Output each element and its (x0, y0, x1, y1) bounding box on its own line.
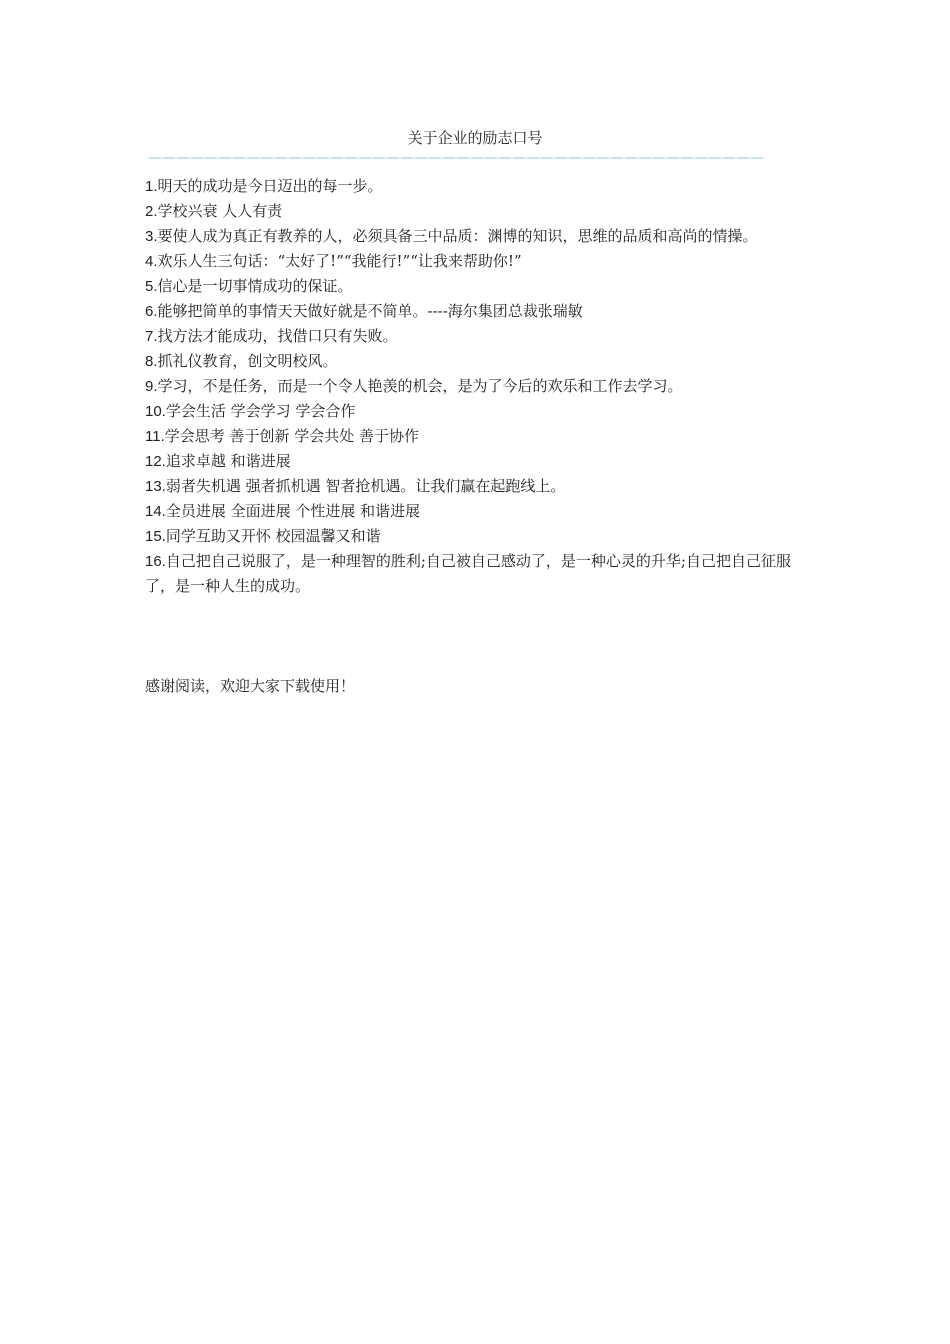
item-number: 9. (145, 378, 158, 395)
slogan-list (145, 174, 810, 599)
item-number: 7. (145, 328, 158, 345)
list-item (145, 524, 810, 549)
item-text: 抓礼仪教育，创文明校风。 (157, 352, 338, 370)
item-text: 学会思考 善于创新 学会共处 善于协作 (164, 427, 420, 445)
item-text: 全员进展 全面进展 个性进展 和谐进展 (165, 502, 421, 520)
item-number: 4. (145, 253, 158, 270)
list-item (145, 374, 810, 399)
list-item (145, 424, 810, 449)
list-item (145, 349, 810, 374)
list-item (145, 299, 810, 324)
item-text: 学习，不是任务，而是一个令人艳羡的机会，是为了今后的欢乐和工作去学习。 (157, 377, 683, 395)
item-number: 2. (145, 203, 158, 220)
item-text: 学校兴衰 人人有责 (157, 202, 283, 220)
item-number: 5. (145, 278, 158, 295)
item-text: 学会生活 学会学习 学会合作 (165, 402, 356, 420)
list-item (145, 274, 810, 299)
item-text: 信心是一切事情成功的保证。 (157, 277, 353, 295)
item-number: 3. (145, 228, 158, 245)
item-text: 找方法才能成功，找借口只有失败。 (157, 327, 398, 345)
item-number: 6. (145, 303, 158, 320)
item-text: 要使人成为真正有教养的人，必须具备三中品质：渊博的知识，思维的品质和高尚的情操。 (157, 227, 758, 245)
list-item (145, 224, 810, 249)
item-text: 明天的成功是今日迈出的每一步。 (157, 177, 383, 195)
list-item (145, 474, 810, 499)
item-number: 13. (145, 478, 166, 495)
item-text: 同学互助又开怀 校园温馨又和谐 (165, 527, 381, 545)
item-number: 16. (145, 553, 166, 570)
item-text: 能够把简单的事情天天做好就是不简单。----海尔集团总裁张瑞敏 (157, 302, 583, 320)
item-text: 自己把自己说服了，是一种理智的胜利;自己被自己感动了，是一种心灵的升华;自己把自己征服了，是一种人生的成功。 (145, 552, 791, 595)
list-item (145, 199, 810, 224)
item-number: 1. (145, 178, 158, 195)
item-number: 12. (145, 453, 166, 470)
list-item (145, 549, 810, 599)
list-item (145, 249, 810, 274)
document-title: 关于企业的励志口号 (407, 129, 543, 147)
item-number: 11. (145, 428, 165, 445)
list-item (145, 499, 810, 524)
list-item (145, 324, 810, 349)
item-text: 弱者失机遇 强者抓机遇 智者抢机遇。让我们赢在起跑线上。 (165, 477, 566, 495)
item-number: 14. (145, 503, 166, 520)
closing-thanks: 感谢阅读，欢迎大家下载使用！ (145, 677, 356, 695)
list-item (145, 399, 810, 424)
item-text: 追求卓越 和谐进展 (165, 452, 291, 470)
item-text: 欢乐人生三句话：“太好了!”“我能行!”“让我来帮助你!” (157, 252, 522, 270)
list-item (145, 174, 810, 199)
item-number: 8. (145, 353, 158, 370)
list-item (145, 449, 810, 474)
title-divider: ———————————————————————————————————————————— (148, 150, 764, 166)
item-number: 10. (145, 403, 166, 420)
item-number: 15. (145, 528, 166, 545)
